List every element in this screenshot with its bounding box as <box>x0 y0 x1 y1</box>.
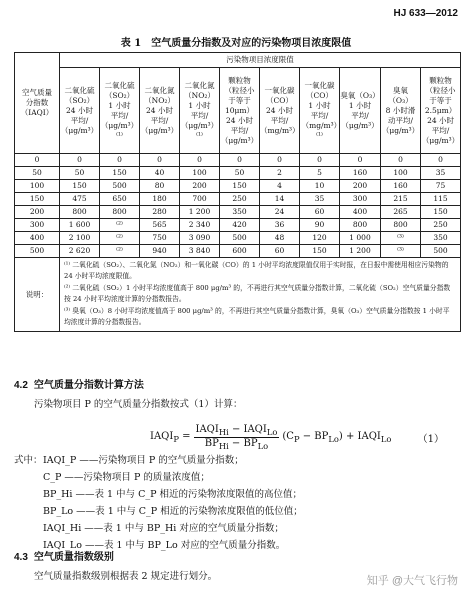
table-cell: 940 <box>140 245 180 258</box>
table-cell: 300 <box>15 219 60 232</box>
table-cell: 60 <box>260 245 300 258</box>
table-cell: 750 <box>140 232 180 245</box>
table-cell: 90 <box>300 219 340 232</box>
table-cell: 0 <box>100 154 140 167</box>
table-cell: 2 100 <box>60 232 100 245</box>
table-cell: 0 <box>60 154 100 167</box>
table-cell: 150 <box>15 193 60 206</box>
table-cell: 160 <box>340 167 381 180</box>
table-cell: 250 <box>220 193 260 206</box>
definition-item: IAQI_Lo ——表 1 中与 BP_Lo 对应的空气质量分指数。 <box>43 540 286 551</box>
table-cell: 500 <box>100 180 140 193</box>
table-cell: 60 <box>300 206 340 219</box>
table-cell: 500 <box>421 245 461 258</box>
table-cell: 14 <box>260 193 300 206</box>
table-cell: 180 <box>140 193 180 206</box>
table-cell: 250 <box>421 219 461 232</box>
table-cell: ⁽³⁾ <box>381 232 421 245</box>
table-cell: 265 <box>381 206 421 219</box>
table-cell: 4 <box>260 180 300 193</box>
section-4-2-heading: 4.2 空气质量分指数计算方法 <box>14 380 144 391</box>
notes-label: 说明： <box>15 258 60 332</box>
table-cell: 36 <box>260 219 300 232</box>
table-cell: 1 000 <box>340 232 381 245</box>
table-row <box>15 206 461 219</box>
table-cell: 350 <box>421 232 461 245</box>
table-cell: 35 <box>421 167 461 180</box>
table-cell: 150 <box>220 180 260 193</box>
table-cell: 400 <box>340 206 381 219</box>
table-cell: 420 <box>220 219 260 232</box>
table-cell: 200 <box>180 180 220 193</box>
table-cell: 350 <box>220 206 260 219</box>
table-cell: 0 <box>340 154 381 167</box>
table-cell: 0 <box>180 154 220 167</box>
column-header: 颗粒物 （粒径小 于等于 10μm） 24 小时 平均/ （μg/m³） <box>220 68 260 154</box>
table-row <box>15 193 461 206</box>
table-cell: 0 <box>421 154 461 167</box>
table-cell: 40 <box>140 167 180 180</box>
column-header: 颗粒物 （粒径小 于等于 2.5μm） 24 小时 平均/ （μg/m³） <box>421 68 461 154</box>
table-cell: 400 <box>15 232 60 245</box>
table-cell: 100 <box>381 167 421 180</box>
column-header: 二氧化氮 （NO₂） 24 小时 平均/ （μg/m³） <box>140 68 180 154</box>
table-row <box>15 245 461 258</box>
table-cell: 650 <box>100 193 140 206</box>
table-cell: 800 <box>340 219 381 232</box>
table-cell: 700 <box>180 193 220 206</box>
table-cell: 150 <box>60 180 100 193</box>
column-header: 一氧化碳 （CO） 24 小时 平均/ （mg/m³） <box>260 68 300 154</box>
table-cell: 200 <box>15 206 60 219</box>
table-cell: 50 <box>15 167 60 180</box>
table-cell: 150 <box>100 167 140 180</box>
table-row <box>15 154 461 167</box>
table-cell: 24 <box>260 206 300 219</box>
watermark: 知乎 @大气飞行物 <box>366 575 458 587</box>
table-cell: 3 090 <box>180 232 220 245</box>
table-cell: 0 <box>15 154 60 167</box>
section-4-2-intro: 污染物项目 P 的空气质量分指数按式（1）计算： <box>34 399 243 410</box>
iaqi-header: 空气质量 分指数 （IAQI） <box>15 53 60 154</box>
column-header: 二氧化硫 （SO₂） 1 小时 平均/ （μg/m³）⁽¹⁾ <box>100 68 140 154</box>
table-cell: 5 <box>300 167 340 180</box>
column-header: 二氧化硫 （SO₂） 24 小时 平均/ （μg/m³） <box>60 68 100 154</box>
table-cell: 1 200 <box>340 245 381 258</box>
table-cell: 48 <box>260 232 300 245</box>
table-cell: 35 <box>300 193 340 206</box>
table-cell: 120 <box>300 232 340 245</box>
table-cell: 215 <box>381 193 421 206</box>
table-cell: 800 <box>60 206 100 219</box>
table-cell: 3 840 <box>180 245 220 258</box>
table-cell: 50 <box>220 167 260 180</box>
table-cell: 300 <box>340 193 381 206</box>
table-cell: 150 <box>421 206 461 219</box>
note-item: ⁽²⁾ 二氧化硫（SO₂）1 小时平均浓度值高于 800 μg/m³ 的，不再进行其空气质量分指数计算，二氧化硫（SO₂）空气质量分指数按 24 小时平均浓度计算的分指数报告。 <box>64 284 451 303</box>
column-header: 臭氧（O₃） 8 小时滑 动平均/ （μg/m³） <box>381 68 421 154</box>
table-cell: ⁽²⁾ <box>100 232 140 245</box>
table-cell: 1 200 <box>180 206 220 219</box>
table-cell: 2 620 <box>60 245 100 258</box>
table-cell: 200 <box>340 180 381 193</box>
table-cell: 500 <box>220 232 260 245</box>
table-cell: 10 <box>300 180 340 193</box>
standard-number: HJ 633—2012 <box>393 8 458 19</box>
column-header: 臭氧（O₃） 1 小时 平均/ （μg/m³） <box>340 68 381 154</box>
table-cell: 800 <box>381 219 421 232</box>
iaqi-formula: $IAQI_P$ = $\frac{IAQI_{Hi} - IAQI_{Lo}}{BP_{Hi} - BP_{Lo}}$ $(C_P - BP_{Lo})$ + $IAQI_{Lo}$ <box>150 424 392 451</box>
table-cell: 475 <box>60 193 100 206</box>
equation-number: （1） <box>417 434 444 445</box>
note-item: ⁽¹⁾ 二氧化硫（SO₂）、二氧化氮（NO₂）和一氧化碳（CO）的 1 小时平均浓度限值仅用于实时报，在日报中需使用相应污染物的 24 小时平均浓度限值。 <box>64 261 449 280</box>
table-cell: 0 <box>220 154 260 167</box>
group-header: 污染物项目浓度限值 <box>60 53 461 68</box>
definition-item: IAQI_Hi ——表 1 中与 BP_Hi 对应的空气质量分指数； <box>43 523 284 534</box>
table-cell: 600 <box>220 245 260 258</box>
table-cell: ⁽²⁾ <box>100 219 140 232</box>
table-cell: 2 <box>260 167 300 180</box>
section-4-3-intro: 空气质量指数级别根据表 2 规定进行划分。 <box>34 571 218 582</box>
variable-definitions <box>14 452 303 554</box>
column-header: 二氧化氮 （NO₂） 1 小时 平均/ （μg/m³）⁽¹⁾ <box>180 68 220 154</box>
table-row <box>15 219 461 232</box>
section-4-3-heading: 4.3 空气质量指数级别 <box>14 552 114 563</box>
table-cell: 280 <box>140 206 180 219</box>
table-cell: 160 <box>381 180 421 193</box>
table-cell: 500 <box>15 245 60 258</box>
definition-item: BP_Lo ——表 1 中与 C_P 相近的污染物浓度限值的低位值； <box>43 506 303 517</box>
table-cell: 0 <box>140 154 180 167</box>
table-row <box>15 180 461 193</box>
table-cell: 0 <box>300 154 340 167</box>
pollutant-limit-table <box>14 52 461 332</box>
column-header: 一氧化碳 （CO） 1 小时 平均/ （mg/m³）⁽¹⁾ <box>300 68 340 154</box>
table-cell: 75 <box>421 180 461 193</box>
table-cell: 565 <box>140 219 180 232</box>
table-row <box>15 167 461 180</box>
table-cell: 0 <box>260 154 300 167</box>
note-item: ⁽³⁾ 臭氧（O₃）8 小时平均浓度值高于 800 μg/m³ 的，不再进行其空气质量分指数计算，臭氧（O₃）空气质量分指数按 1 小时平均浓度计算的分指数报告。 <box>64 307 450 326</box>
definition-item: BP_Hi ——表 1 中与 C_P 相近的污染物浓度限值的高位值； <box>43 489 303 500</box>
table-cell: 100 <box>15 180 60 193</box>
table-caption: 表 1 空气质量分指数及对应的污染物项目浓度限值 <box>120 38 352 49</box>
table-cell: 80 <box>140 180 180 193</box>
table-cell: 50 <box>60 167 100 180</box>
table-cell: 1 600 <box>60 219 100 232</box>
definition-item: 式中：IAQI_P ——污染物项目 P 的空气质量分指数； <box>14 455 244 466</box>
table-cell: ⁽³⁾ <box>381 245 421 258</box>
table-cell: ⁽²⁾ <box>100 245 140 258</box>
definition-item: C_P ——污染物项目 P 的质量浓度值； <box>43 472 210 483</box>
table-cell: 115 <box>421 193 461 206</box>
table-cell: 0 <box>381 154 421 167</box>
table-cell: 100 <box>180 167 220 180</box>
table-cell: 150 <box>300 245 340 258</box>
table-cell: 800 <box>100 206 140 219</box>
table-cell: 2 340 <box>180 219 220 232</box>
table-row <box>15 232 461 245</box>
notes-cell <box>60 258 461 332</box>
